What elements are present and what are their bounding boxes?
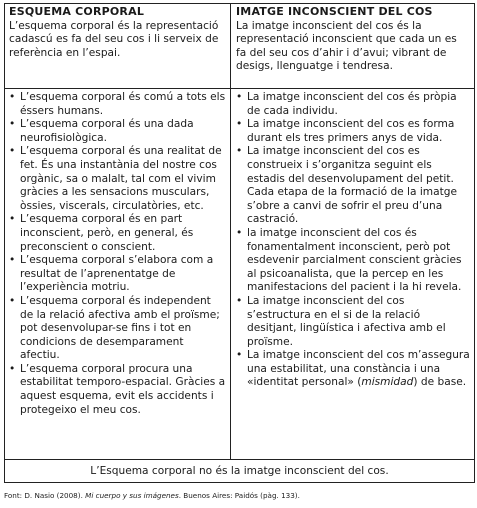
bullet-icon: • <box>9 213 16 226</box>
source-citation: Font: D. Nasio (2008). Mi cuerpo y sus imágenes. Buenos Aires: Paidós (pàg. 133). <box>4 491 300 500</box>
list-item: • L’esquema corporal procura una estabilitat temporo-espacial. Gràcies a aquest esquema, evit els accidents i protegeixo el meu cos. <box>9 362 226 416</box>
list-item: • La imatge inconscient del cos m’assegura una estabilitat, una constància i una «identitat personal» (mismidad) de base. <box>236 349 470 389</box>
list-item: • L’esquema corporal és comú a tots els éssers humans. <box>9 91 226 117</box>
list-item: • la imatge inconscient del cos és fonamentalment inconscient, però pot esdevenir parcialment conscient gràcies al psicoanalista, que la percep en les manifestacions del pacient i la hi revela. <box>236 226 462 294</box>
bullet-icon: • <box>9 91 16 103</box>
bullet-icon: • <box>236 118 243 131</box>
list-item: • L’esquema corporal és en part inconscient, però, en general, és preconscient o conscient. <box>9 213 194 253</box>
body-cell-imatge <box>231 89 474 459</box>
bullet-icon: • <box>236 226 243 239</box>
list-item: • L’esquema corporal s’elabora com a resultat de l’aprenentatge de l’experiència motriu. <box>9 254 214 294</box>
bullet-icon: • <box>9 118 16 131</box>
bullet-icon: • <box>9 145 16 158</box>
list-item: • La imatge inconscient del cos es construeix i s’organitza seguint els estadis del desenvolupament del petit. Cada etapa de la formació de la imatge s’obre a canvi de sofrir el preu d’una castració. <box>236 145 458 226</box>
term-mismidad: mismidad <box>361 376 414 389</box>
bullet-icon: • <box>236 145 243 158</box>
list-item: • La imatge inconscient del cos s’estructura en el si de la relació desitjant, lingüística i afectiva amb el proïsme. <box>236 294 446 348</box>
list-esquema <box>9 91 226 417</box>
column-title-esquema: ESQUEMA CORPORAL <box>9 5 145 18</box>
comparison-table <box>4 3 475 483</box>
body-cell-esquema <box>5 89 231 459</box>
definition-imatge: La imatge inconscient del cos és la representació inconscient que cada un es fa del seu cos d’ahir i d’avui; vibrant de desigs, llenguatge i tendresa. <box>236 19 457 73</box>
header-cell-esquema <box>5 4 231 88</box>
bullet-icon: • <box>9 294 16 307</box>
column-title-imatge: IMATGE INCONSCIENT DEL COS <box>236 5 433 18</box>
list-imatge <box>236 91 470 390</box>
table-body-row <box>5 89 474 460</box>
list-item: • L’esquema corporal és independent de la relació afectiva amb el proïsme; pot desenvolupar-se fins i tot en condicions de desemparament afectiu. <box>9 294 220 362</box>
list-item: • La imatge inconscient del cos es forma durant els tres primers anys de vida. <box>236 118 455 144</box>
list-item: • L’esquema corporal és una realitat de fet. És una instantània del nostre cos orgànic, sa o malalt, tal com el vivim gràcies a les sensacions musculars, òssies, viscerals, circulatòries, etc. <box>9 145 222 212</box>
table-footer-row <box>5 460 474 483</box>
list-item: • La imatge inconscient del cos és pròpia de cada individu. <box>236 91 457 117</box>
conclusion-text: L’Esquema corporal no és la imatge inconscient del cos. <box>90 465 389 477</box>
definition-esquema: L’esquema corporal és la representació cadascú es fa del seu cos i li serveix de referència en l’espai. <box>9 19 219 59</box>
bullet-icon: • <box>9 254 16 267</box>
bullet-icon: • <box>236 294 243 307</box>
bullet-icon: • <box>9 362 16 375</box>
bullet-icon: • <box>236 91 243 103</box>
bullet-icon: • <box>236 349 243 362</box>
list-item: • L’esquema corporal és una dada neurofisiològica. <box>9 118 194 144</box>
header-cell-imatge <box>231 4 474 88</box>
source-book-title: Mi cuerpo y sus imágenes <box>85 491 179 500</box>
table-header-row <box>5 4 474 89</box>
